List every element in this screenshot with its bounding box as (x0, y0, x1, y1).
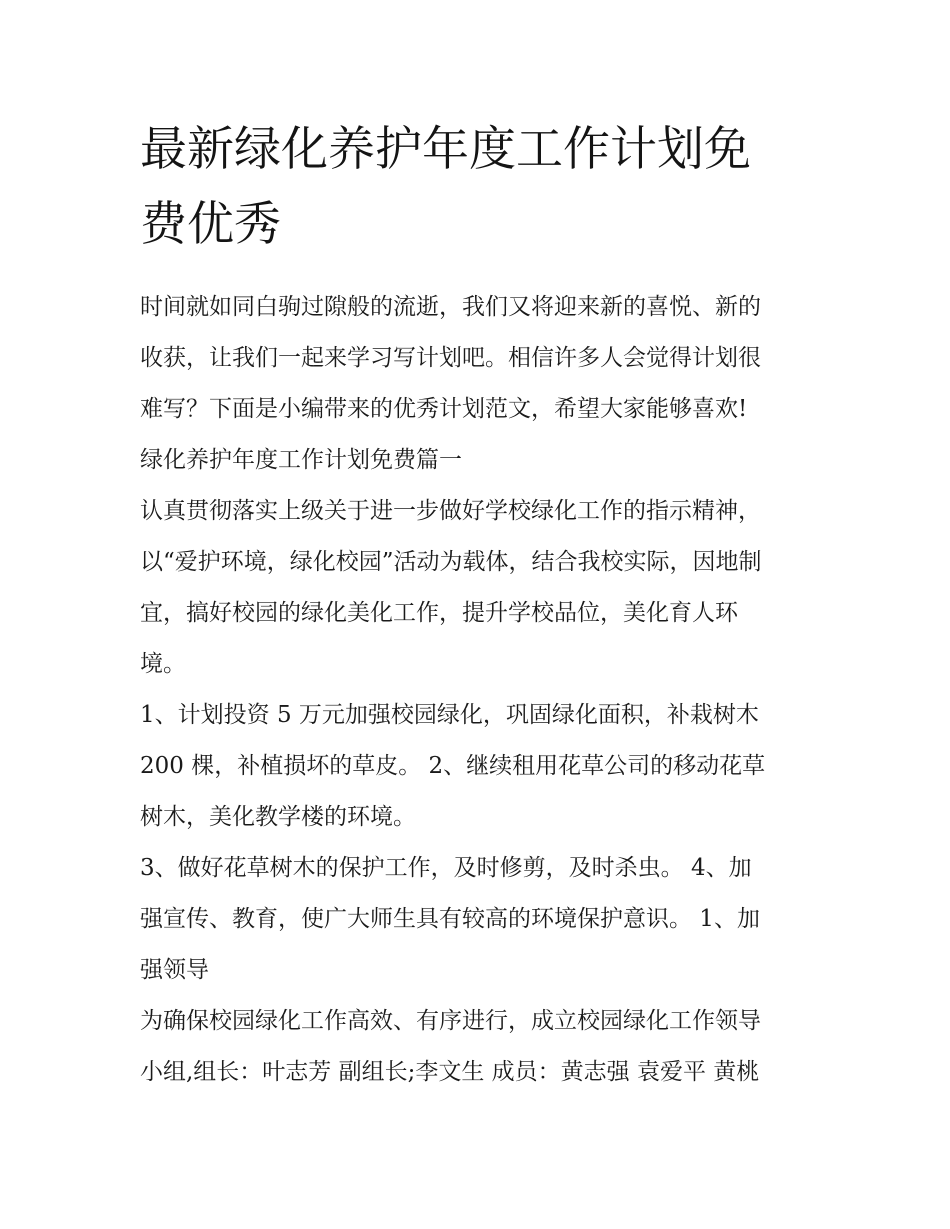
text-line: 树木，美化教学楼的环境。 (140, 804, 416, 830)
document-title (140, 112, 815, 262)
body-paragraph (140, 486, 815, 690)
text-line: 为确保校园绿化工作高效、有序进行，成立校园绿化工作领导 (140, 1008, 761, 1034)
title-line: 费优秀 (140, 197, 281, 252)
text-line: 200 棵，补植损坏的草皮。 2、继续租用花草公司的移动花草 (140, 753, 766, 779)
text-line: 收获，让我们一起来学习写计划吧。相信许多人会觉得计划很 (140, 345, 761, 371)
text-line: 绿化养护年度工作计划免费篇一 (140, 447, 462, 473)
section-heading (140, 435, 815, 486)
text-line: 强领导 (140, 957, 209, 983)
text-line: 3、做好花草树木的保护工作，及时修剪，及时杀虫。 4、加 (140, 855, 752, 881)
text-line: 宜，搞好校园的绿化美化工作，提升学校品位，美化育人环 (140, 600, 738, 626)
document-body (140, 112, 815, 1098)
title-line: 最新绿化养护年度工作计划免 (140, 122, 751, 177)
intro-paragraph (140, 282, 815, 435)
body-paragraph (140, 996, 815, 1098)
body-paragraph (140, 690, 815, 843)
text-line: 小组,组长：叶志芳 副组长;李文生 成员：黄志强 袁爱平 黄桃 (140, 1059, 760, 1085)
body-paragraph (140, 843, 815, 996)
text-line: 时间就如同白驹过隙般的流逝，我们又将迎来新的喜悦、新的 (140, 294, 761, 320)
text-line: 1、计划投资 5 万元加强校园绿化，巩固绿化面积，补栽树木 (140, 702, 759, 728)
text-line: 认真贯彻落实上级关于进一步做好学校绿化工作的指示精神， (140, 498, 761, 524)
text-line: 境。 (140, 651, 186, 677)
text-line: 强宣传、教育，使广大师生具有较高的环境保护意识。 1、加 (140, 906, 760, 932)
text-line: 以“爱护环境，绿化校园”活动为载体，结合我校实际，因地制 (140, 549, 762, 575)
text-line: 难写？下面是小编带来的优秀计划范文，希望大家能够喜欢! (140, 396, 748, 422)
